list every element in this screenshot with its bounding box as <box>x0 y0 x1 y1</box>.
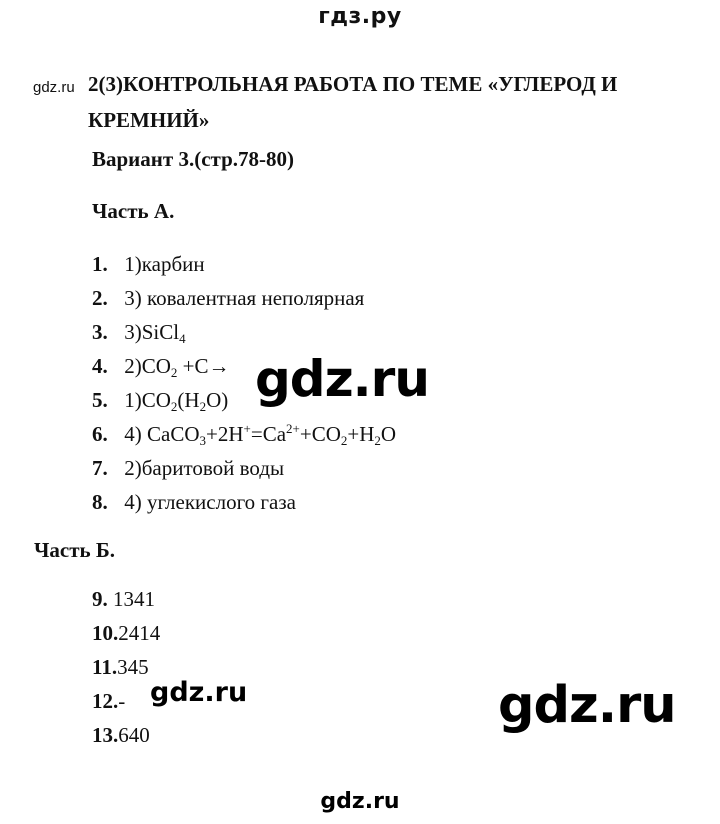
answer-text: 640 <box>118 723 150 747</box>
answer-text: 2414 <box>118 621 161 645</box>
list-item <box>92 420 396 454</box>
list-item <box>92 454 396 488</box>
answer-number: 8. <box>92 490 108 514</box>
answer-number: 10. <box>92 621 119 645</box>
answer-number: 7. <box>92 456 108 480</box>
list-item <box>92 250 396 284</box>
part-b-answer-list <box>92 585 160 755</box>
answer-number: 13. <box>92 723 119 747</box>
list-item <box>92 284 396 318</box>
answer-number: 4. <box>92 354 108 378</box>
answer-number: 1. <box>92 252 108 276</box>
answer-text: 4) углекислого газа <box>124 490 296 514</box>
answer-number: 6. <box>92 422 108 446</box>
answer-text: 3) ковалентная неполярная <box>124 286 365 310</box>
watermark-small: gdz.ru <box>33 79 75 96</box>
variant-heading: Вариант 3.(стр.78-80) <box>92 147 295 171</box>
list-item <box>92 721 160 755</box>
answer-text: $2)CO_2 +C\to$ <box>124 354 230 380</box>
site-header: гдз.ру <box>318 4 402 29</box>
answer-number: 12. <box>92 689 119 713</box>
answer-text: 1)карбин <box>124 252 205 276</box>
answer-number: 2. <box>92 286 108 310</box>
answer-number: 9. <box>92 587 108 611</box>
answer-text: 1341 <box>113 587 155 611</box>
part-b-heading: Часть Б. <box>34 538 116 562</box>
list-item <box>92 318 396 352</box>
answer-text: $1)CO_2(H_2O)$ <box>124 388 229 414</box>
page-title: 2(3)КОНТРОЛЬНАЯ РАБОТА ПО ТЕМЕ «УГЛЕРОД И КРЕМНИЙ» <box>88 72 618 132</box>
answer-text: 4) $CaCO_3+2H^+=Ca^{2+}+CO_2+H_2O$ <box>124 421 397 448</box>
list-item <box>92 488 396 522</box>
list-item <box>92 585 160 619</box>
part-a-heading: Часть А. <box>92 199 175 223</box>
answer-number: 3. <box>92 320 108 344</box>
watermark-center: gdz.ru <box>255 350 429 408</box>
list-item <box>92 619 160 653</box>
watermark-bottom: gdz.ru <box>320 789 400 814</box>
answer-number: 5. <box>92 388 108 412</box>
answer-text: 345 <box>117 655 149 679</box>
watermark-right: gdz.ru <box>498 676 676 735</box>
answer-text: - <box>118 689 126 713</box>
answer-text: 3)SiCl$_4$ <box>124 320 186 346</box>
answer-text: 2)баритовой воды <box>124 456 285 480</box>
watermark-left: gdz.ru <box>150 677 248 708</box>
answer-number: 11. <box>92 655 118 679</box>
